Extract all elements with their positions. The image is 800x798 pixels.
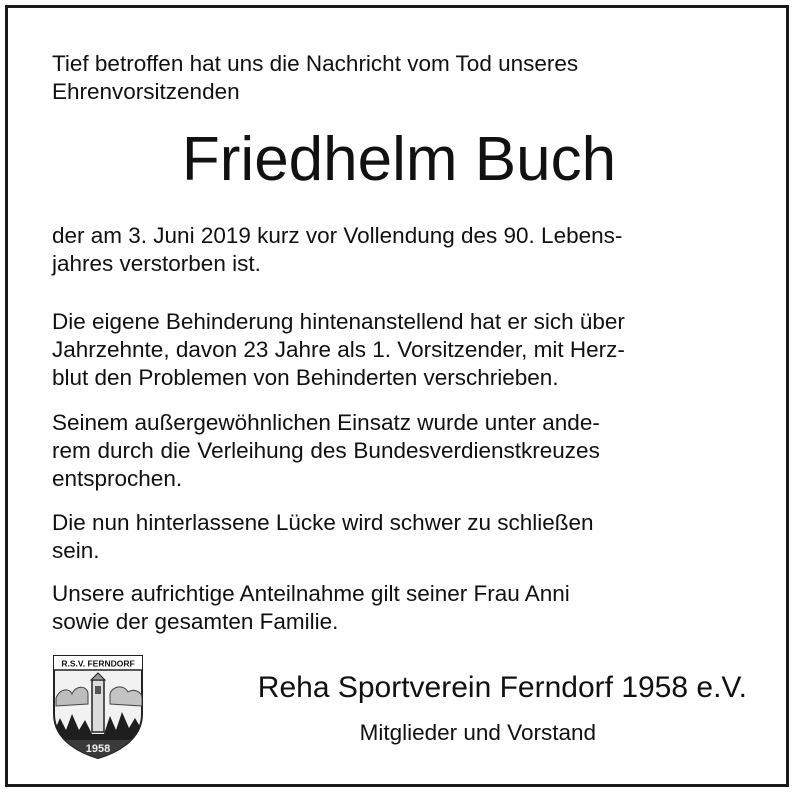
- body-line: Die nun hinterlassene Lücke wird schwer zu schließen: [52, 510, 594, 535]
- body-line: Unsere aufrichtige Anteilnahme gilt seiner Frau Anni: [52, 581, 570, 606]
- body-paragraph-2: [52, 409, 600, 493]
- death-paragraph: [52, 222, 622, 278]
- deceased-name: Friedhelm Buch: [181, 125, 617, 194]
- emblem-top-text: R.S.V. FERNDORF: [61, 658, 135, 669]
- body-paragraph-3: [52, 509, 594, 565]
- body-line: blut den Problemen von Behinderten verschrieben.: [52, 365, 559, 390]
- death-line: der am 3. Juni 2019 kurz vor Vollendung des 90. Lebens-: [52, 223, 623, 248]
- club-name: Reha Sportverein Ferndorf 1958 e.V.: [257, 671, 747, 704]
- body-line: Seinem außergewöhnlichen Einsatz wurde unter ande-: [52, 410, 600, 435]
- body-line: sein.: [52, 538, 100, 563]
- body-line: rem durch die Verleihung des Bundesverdienstkreuzes: [52, 438, 600, 463]
- intro-paragraph: [52, 50, 578, 106]
- club-emblem-shield-icon: [52, 654, 144, 760]
- intro-line: Tief betroffen hat uns die Nachricht vom Tod unseres: [52, 51, 579, 76]
- death-line: jahres verstorben ist.: [52, 251, 261, 276]
- intro-line: Ehrenvorsitzenden: [52, 79, 240, 104]
- members-line: Mitglieder und Vorstand: [359, 720, 596, 745]
- body-paragraph-1: [52, 308, 625, 392]
- emblem-year: 1958: [85, 743, 111, 755]
- body-line: sowie der gesamten Familie.: [52, 609, 339, 634]
- body-line: Jahrzehnte, davon 23 Jahre als 1. Vorsitzender, mit Herz-: [52, 337, 625, 362]
- body-paragraph-4: [52, 580, 570, 636]
- body-line: Die eigene Behinderung hintenanstellend hat er sich über: [52, 309, 625, 334]
- body-line: entsprochen.: [52, 466, 183, 491]
